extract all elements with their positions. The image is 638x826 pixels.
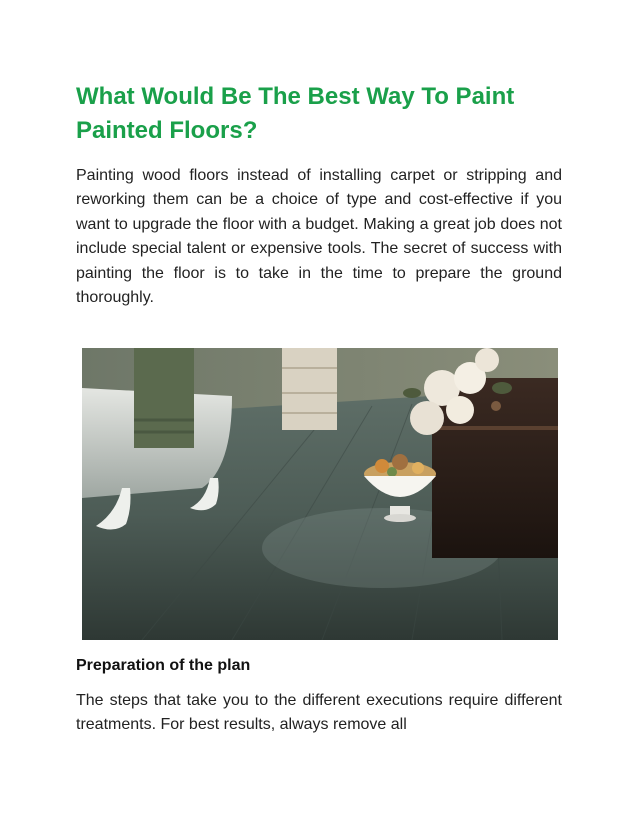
painted-floor-photo [82,348,558,640]
section-heading: Preparation of the plan [76,657,251,674]
bathroom-floor-illustration [82,348,558,640]
article-title: What Would Be The Best Way To Paint Painted Floors? [76,83,515,144]
intro-paragraph: Painting wood floors instead of installing carpet or stripping and reworking them can be a choice of type and cost-effective if you want to upgrade the floor with a budget. Making a great job does not include special talent or expensive tools. The secret of success with painting the floor is to take in the time to prepare the ground thoroughly. [76,167,562,307]
section-paragraph: The steps that take you to the different executions require different treatments. For best results, always remove all [76,692,562,734]
hanging-towel [282,348,337,430]
